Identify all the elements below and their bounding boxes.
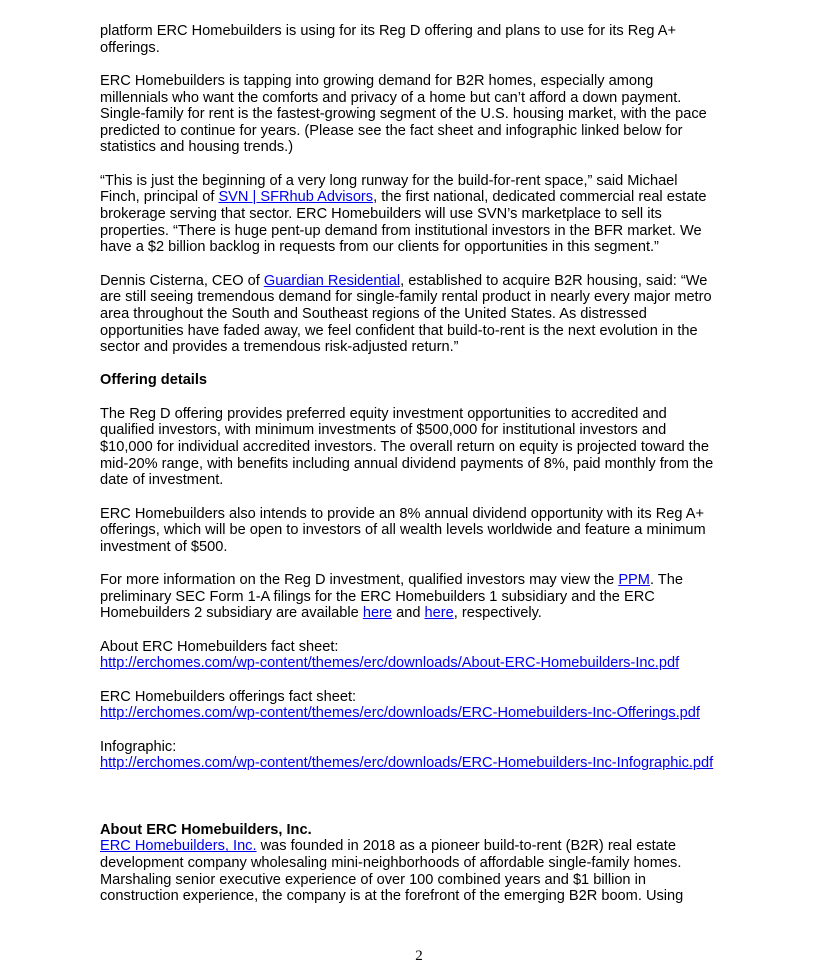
text-line xyxy=(100,73,760,90)
hyperlink[interactable]: SVN | SFRhub Advisors xyxy=(218,189,374,206)
offerings-fact-sheet xyxy=(100,689,760,722)
text-span: have a $2 billion backlog in requests from our clients for opportunities in this segment.” xyxy=(100,239,659,256)
text-line xyxy=(100,888,760,905)
reg-d-paragraph xyxy=(100,406,760,489)
text-span: opportunities have faded away, we feel confident that build-to-rent is the next evolution in the xyxy=(100,322,698,339)
text-line xyxy=(100,273,760,290)
text-span: offerings. xyxy=(100,39,160,56)
hyperlink[interactable]: Guardian Residential xyxy=(263,272,401,289)
about-company xyxy=(100,822,760,905)
text-span: Offering details xyxy=(100,372,208,389)
text-line xyxy=(100,173,760,190)
text-span: “This is just the beginning of a very long runway for the build-for-rent space,” said Michael xyxy=(100,172,678,189)
text-span: ERC Homebuilders offerings fact sheet: xyxy=(100,688,357,705)
text-span: brokerage serving that sector. ERC Homebuilders will use SVN’s marketplace to sell its xyxy=(100,206,662,223)
text-span: ERC Homebuilders also intends to provide an 8% annual dividend opportunity with its Reg A+ xyxy=(100,505,704,522)
text-line xyxy=(100,422,760,439)
text-line xyxy=(100,639,760,656)
text-span: properties. “There is huge pent-up demand from institutional investors in the BFR market. We xyxy=(100,222,702,239)
text-line xyxy=(100,323,760,340)
text-line xyxy=(100,539,760,556)
text-line xyxy=(100,855,760,872)
text-line xyxy=(100,572,760,589)
text-line xyxy=(100,90,760,107)
document-body xyxy=(100,23,760,922)
text-line xyxy=(100,589,760,606)
b2r-demand-paragraph xyxy=(100,73,760,156)
about-fact-sheet xyxy=(100,639,760,672)
text-line xyxy=(100,123,760,140)
text-span: development company wholesaling mini-neighborhoods of affordable single-family homes. xyxy=(100,855,682,872)
text-span: are still seeing tremendous demand for single-family rental product in nearly every major metro xyxy=(100,289,712,306)
text-line xyxy=(100,522,760,539)
text-line xyxy=(100,472,760,489)
hyperlink[interactable]: http://erchomes.com/wp-content/themes/erc/downloads/ERC-Homebuilders-Inc-Offerings.pdf xyxy=(100,705,700,722)
text-line xyxy=(100,23,760,40)
text-span: , established to acquire B2R housing, said: “We xyxy=(400,272,708,289)
text-line xyxy=(100,456,760,473)
text-span: was founded in 2018 as a pioneer build-to-rent (B2R) real estate xyxy=(256,838,676,855)
hyperlink[interactable]: http://erchomes.com/wp-content/themes/erc/downloads/About-ERC-Homebuilders-Inc.pdf xyxy=(100,655,680,672)
text-span: The Reg D offering provides preferred equity investment opportunities to accredited and xyxy=(100,405,667,422)
text-span: qualified investors, with minimum investments of $500,000 for institutional investors and xyxy=(100,422,667,439)
hyperlink[interactable]: http://erchomes.com/wp-content/themes/erc/downloads/ERC-Homebuilders-Inc-Infographic.pdf xyxy=(100,755,714,772)
text-span: Marshaling senior executive experience of over 100 combined years and $1 billion in xyxy=(100,871,646,888)
text-span: Finch, principal of xyxy=(100,189,219,206)
text-span: sector and provides a tremendous risk-adjusted return.” xyxy=(100,339,459,356)
text-line xyxy=(100,739,760,756)
text-span: , respectively. xyxy=(453,605,542,622)
text-line xyxy=(100,206,760,223)
hyperlink[interactable]: here xyxy=(362,605,393,622)
section-heading: About ERC Homebuilders, Inc. xyxy=(100,821,312,838)
text-line xyxy=(100,372,760,389)
hyperlink[interactable]: PPM xyxy=(618,572,650,589)
text-line xyxy=(100,439,760,456)
text-span: construction experience, the company is at the forefront of the emerging B2R boom. Using xyxy=(100,888,684,905)
text-line xyxy=(100,872,760,889)
text-span: Homebuilders 2 subsidiary are available xyxy=(100,605,363,622)
text-span: mid-20% range, with benefits including annual dividend payments of 8%, paid monthly from the xyxy=(100,455,714,472)
text-line xyxy=(100,705,760,722)
text-line xyxy=(100,106,760,123)
text-span: investment of $500. xyxy=(100,538,228,555)
text-line xyxy=(100,139,760,156)
text-span: predicted to continue for years. (Please see the fact sheet and infographic linked below for xyxy=(100,122,683,139)
text-line xyxy=(100,755,760,772)
text-span: statistics and housing trends.) xyxy=(100,139,294,156)
text-line xyxy=(100,306,760,323)
text-span: Single-family for rent is the fastest-growing segment of the U.S. housing market, with the pace xyxy=(100,106,707,123)
text-line xyxy=(100,239,760,256)
text-line xyxy=(100,189,760,206)
text-line xyxy=(100,289,760,306)
text-span: $10,000 for individual accredited investors. The overall return on equity is projected toward the xyxy=(100,439,709,456)
offering-details-heading xyxy=(100,372,760,389)
text-line xyxy=(100,689,760,706)
hyperlink[interactable]: here xyxy=(424,605,454,622)
text-span: platform ERC Homebuilders is using for its Reg D offering and plans to use for its Reg A+ xyxy=(100,23,677,39)
hyperlink[interactable]: ERC Homebuilders, Inc. xyxy=(100,838,257,855)
text-span: area throughout the South and Southeast regions of the United States. As distressed xyxy=(100,305,647,322)
text-line xyxy=(100,655,760,672)
text-span: date of investment. xyxy=(100,472,224,489)
text-line xyxy=(100,822,760,839)
text-span: , the first national, dedicated commercial real estate xyxy=(373,189,707,206)
text-line xyxy=(100,223,760,240)
text-line xyxy=(100,40,760,57)
text-span: ERC Homebuilders is tapping into growing demand for B2R homes, especially among xyxy=(100,72,654,89)
more-info-paragraph xyxy=(100,572,760,622)
text-line xyxy=(100,605,760,622)
text-span: For more information on the Reg D investment, qualified investors may view the xyxy=(100,572,619,589)
cisterna-quote-paragraph xyxy=(100,273,760,356)
text-line xyxy=(100,406,760,423)
intro-continuation xyxy=(100,23,760,56)
text-span: and xyxy=(392,605,425,622)
reg-a-paragraph xyxy=(100,506,760,556)
text-span: . The xyxy=(649,572,683,589)
finch-quote-paragraph xyxy=(100,173,760,256)
text-span: preliminary SEC Form 1-A filings for the ERC Homebuilders 1 subsidiary and the ERC xyxy=(100,588,655,605)
text-span: millennials who want the comforts and privacy of a home but can’t afford a down payment. xyxy=(100,89,682,106)
text-line xyxy=(100,339,760,356)
text-span: Dennis Cisterna, CEO of xyxy=(100,272,264,289)
text-line xyxy=(100,506,760,523)
text-line xyxy=(100,838,760,855)
text-span: offerings, which will be open to investors of all wealth levels worldwide and feature a minimum xyxy=(100,522,706,539)
page-number: 2 xyxy=(415,948,423,964)
text-span: Infographic: xyxy=(100,738,177,755)
infographic xyxy=(100,739,760,772)
text-span: About ERC Homebuilders fact sheet: xyxy=(100,638,339,655)
